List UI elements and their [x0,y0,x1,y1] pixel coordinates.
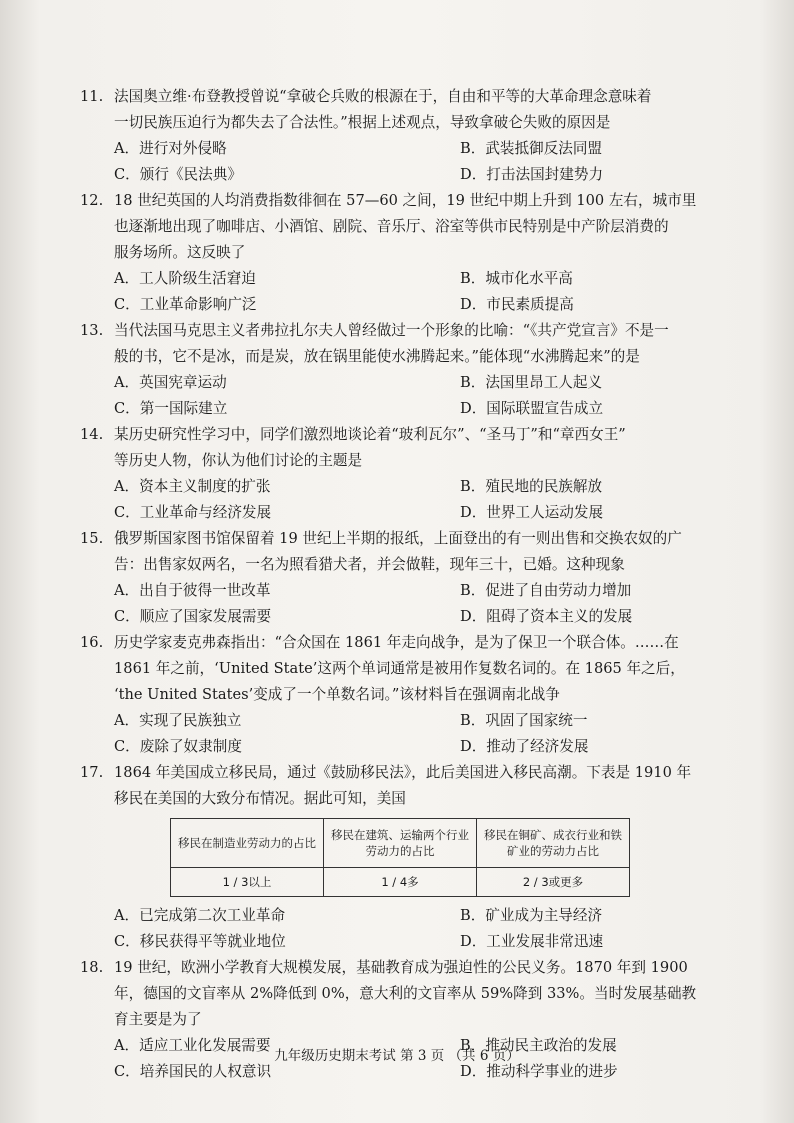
answer-option: A．进行对外侵略 [114,140,227,157]
stem-text: ‘the United States’变成了一个单数名词。”该材料旨在强调南北战争 [114,686,560,703]
answer-option: A．资本主义制度的扩张 [114,478,271,495]
question-stem-line [80,240,730,266]
question-number: 15. [80,530,104,547]
table-header-cell: 移民在建筑、运输两个行业劳动力的占比 [324,819,477,868]
stem-text: 历史学家麦克弗森指出：“合众国在 1861 年走向战争，是为了保卫一个联合体。……在 [114,634,679,651]
stem-text: 一切民族压迫行为都失去了合法性。”根据上述观点，导致拿破仑失败的原因是 [114,114,611,131]
stem-text: 18 世纪英国的人均消费指数徘徊在 57—60 之间，19 世纪中期上升到 100 左右，城市里 [114,192,697,209]
question-stem-line [80,448,730,474]
question-stem-line [80,344,730,370]
table-header-cell: 移民在铜矿、成衣行业和铁矿业的劳动力占比 [477,819,630,868]
question-15 [80,526,730,630]
question-stem-line [80,682,730,708]
table-header-cell: 移民在制造业劳动力的占比 [171,819,324,868]
stem-text: 年，德国的文盲率从 2%降低到 0%，意大利的文盲率从 59%降到 33%。当时发展基础教 [114,985,697,1002]
table-value-cell: 1 / 4多 [324,868,477,897]
answer-option: B．巩固了国家统一 [460,712,588,729]
question-stem-line [80,656,730,682]
answer-option: D．国际联盟宣告成立 [460,400,604,417]
question-16 [80,630,730,760]
question-stem-line [80,760,730,786]
stem-text: 1861 年之前，‘United State’这两个单词通常是被用作复数名词的。在 1865 年之后， [114,660,685,677]
question-stem-line [80,786,730,812]
question-list [80,84,730,1085]
question-number: 16. [80,634,104,651]
question-number: 13. [80,322,104,339]
question-number: 11. [80,88,104,105]
question-number: 12. [80,192,104,209]
answer-option: D．阻碍了资本主义的发展 [460,608,633,625]
answer-options [80,474,730,526]
answer-option: C．第一国际建立 [114,400,228,417]
stem-text: 服务场所。这反映了 [114,244,246,261]
answer-option: B．法国里昂工人起义 [460,374,603,391]
question-number: 17. [80,764,104,781]
answer-option: B．城市化水平高 [460,270,573,287]
answer-option: B．殖民地的民族解放 [460,478,603,495]
answer-options [80,708,730,760]
answer-option: C．废除了奴隶制度 [114,738,242,755]
answer-option: D．推动了经济发展 [460,738,589,755]
answer-option: B．矿业成为主导经济 [460,907,603,924]
immigrant-distribution-table [170,818,630,897]
answer-option: C．顺应了国家发展需要 [114,608,272,625]
table-value-cell: 2 / 3或更多 [477,868,630,897]
stem-text: 当代法国马克思主义者弗拉扎尔夫人曾经做过一个形象的比喻：“《共产党宣言》不是一 [114,322,669,339]
answer-option: C．工业革命影响广泛 [114,296,257,313]
answer-options [80,266,730,318]
answer-option: D．工业发展非常迅速 [460,933,604,950]
question-14 [80,422,730,526]
stem-text: 也逐渐地出现了咖啡店、小酒馆、剧院、音乐厅、浴室等供市民特别是中产阶层消费的 [114,218,669,235]
answer-option: A．适应工业化发展需要 [114,1037,271,1054]
stem-text: 移民在美国的大致分布情况。据此可知，美国 [114,790,406,807]
stem-text: 告：出售家奴两名，一名为照看猎犬者，并会做鞋，现年三十，已婚。这种现象 [114,556,625,573]
answer-option: C．移民获得平等就业地位 [114,933,286,950]
answer-option: C．颁行《民法典》 [114,166,242,183]
page-footer: 九年级历史期末考试 第 3 页 （共 6 页） [274,1048,520,1064]
question-stem-line [80,110,730,136]
stem-text: 俄罗斯国家图书馆保留着 19 世纪上半期的报纸，上面登出的有一则出售和交换农奴的广 [114,530,682,547]
question-18 [80,955,730,1085]
answer-option: C．培养国民的人权意识 [114,1063,272,1080]
question-stem-line [80,552,730,578]
question-13 [80,318,730,422]
question-stem-line [80,84,730,110]
stem-text: 法国奥立维·布登教授曾说“拿破仑兵败的根源在于，自由和平等的大革命理念意味着 [114,88,652,105]
answer-option: B．促进了自由劳动力增加 [460,582,632,599]
stem-text: 育主要是为了 [114,1011,202,1028]
question-stem-line [80,1007,730,1033]
question-stem-line [80,630,730,656]
question-stem-line [80,955,730,981]
answer-option: B．推动民主政治的发展 [460,1037,617,1054]
answer-option: D．推动科学事业的进步 [460,1063,618,1080]
question-stem-line [80,981,730,1007]
question-stem-line [80,526,730,552]
answer-option: D．市民素质提高 [460,296,574,313]
answer-option: B．武装抵御反法同盟 [460,140,603,157]
question-number: 14. [80,426,104,443]
stem-text: 般的书，它不是冰，而是炭，放在锅里能使水沸腾起来。”能体现“水沸腾起来”的是 [114,348,640,365]
answer-option: D．世界工人运动发展 [460,504,604,521]
table-value-cell: 1 / 3以上 [171,868,324,897]
stem-text: 19 世纪，欧洲小学教育大规模发展，基础教育成为强迫性的公民义务。1870 年到 1900 [114,959,688,976]
question-stem-line [80,422,730,448]
answer-options [80,136,730,188]
question-stem-line [80,214,730,240]
question-12 [80,188,730,318]
answer-option: A．工人阶级生活窘迫 [114,270,256,287]
stem-text: 等历史人物，你认为他们讨论的主题是 [114,452,363,469]
answer-options [80,370,730,422]
stem-text: 某历史研究性学习中，同学们激烈地谈论着“玻利瓦尔”、“圣马丁”和“章西女王” [114,426,626,443]
question-number: 18. [80,959,104,976]
answer-option: C．工业革命与经济发展 [114,504,272,521]
question-stem-line [80,318,730,344]
answer-option: A．英国宪章运动 [114,374,227,391]
answer-option: A．出自于彼得一世改革 [114,582,271,599]
answer-options [80,578,730,630]
question-11 [80,84,730,188]
answer-option: A．已完成第二次工业革命 [114,907,286,924]
question-stem-line [80,188,730,214]
answer-option: A．实现了民族独立 [114,712,242,729]
stem-text: 1864 年美国成立移民局，通过《鼓励移民法》，此后美国进入移民高潮。下表是 1910 年 [114,764,692,781]
answer-option: D．打击法国封建势力 [460,166,604,183]
answer-options [80,903,730,955]
question-17 [80,760,730,955]
